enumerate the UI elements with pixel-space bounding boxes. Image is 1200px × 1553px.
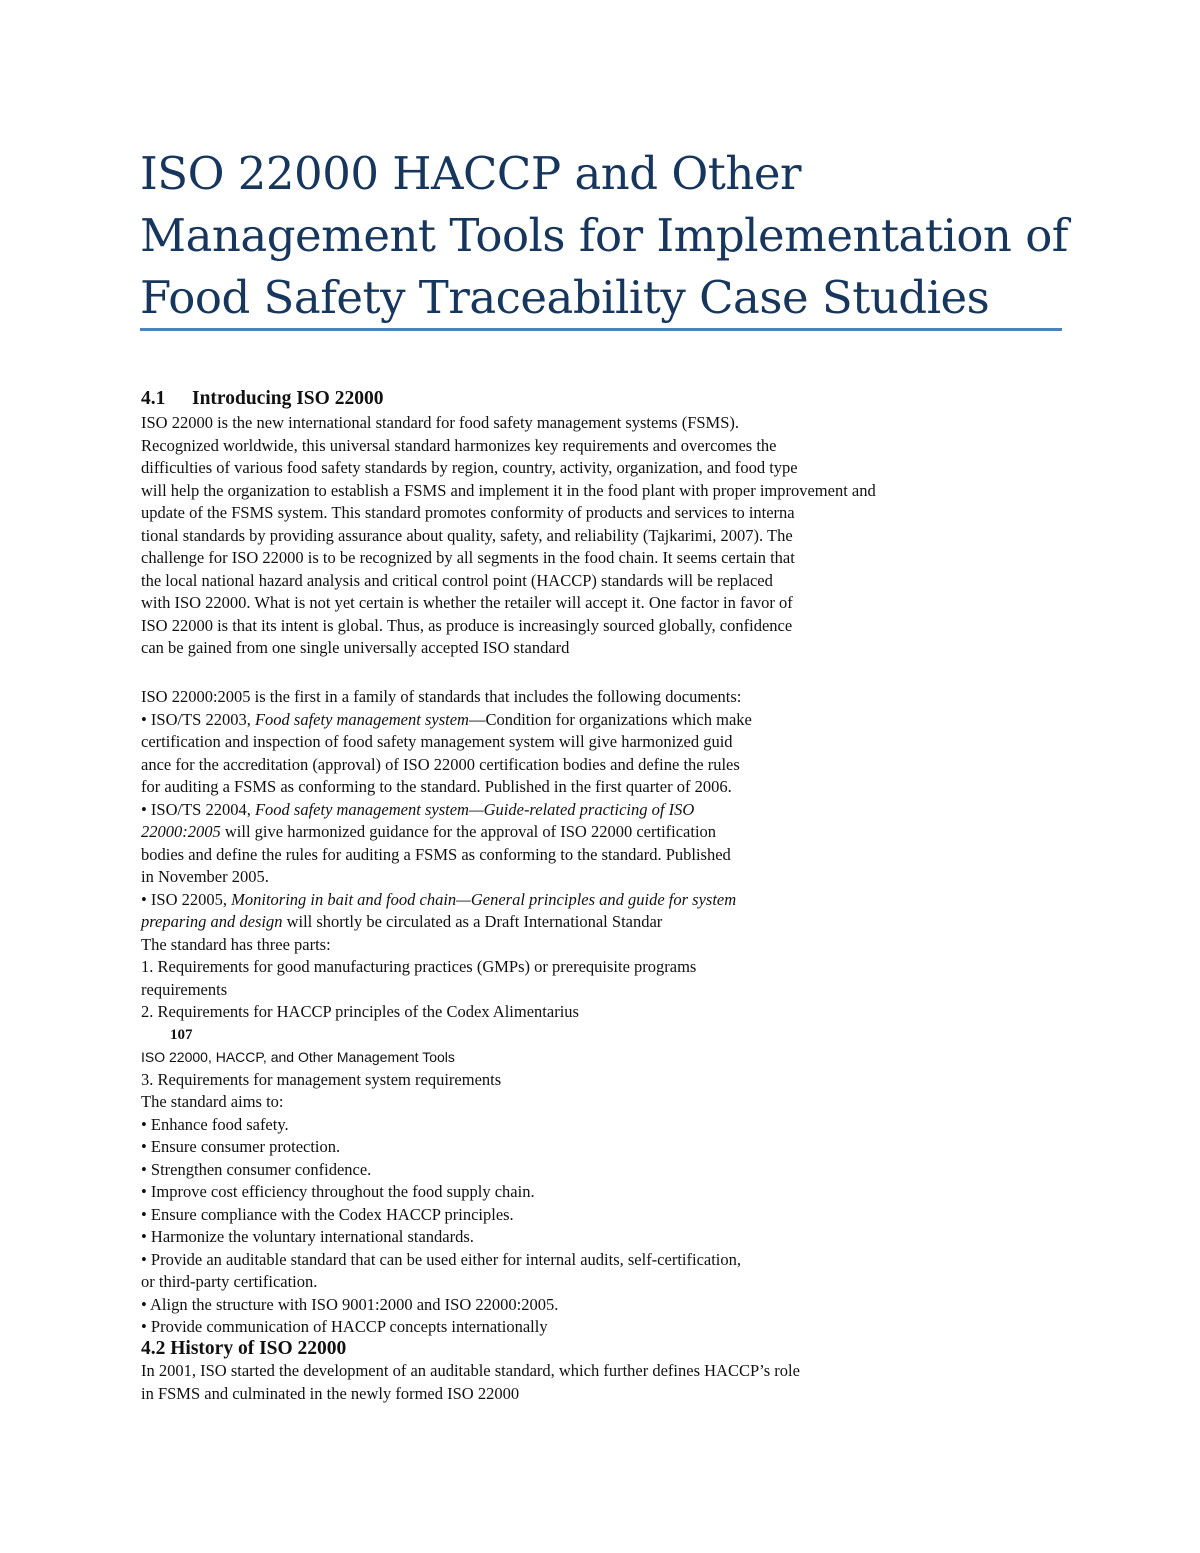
paragraph-line: ISO 22000 is that its intent is global. Thus, as produce is increasingly sourced globally, confidence bbox=[141, 615, 793, 635]
paragraph-line: ance for the accreditation (approval) of ISO 22000 certification bodies and define the rules bbox=[141, 754, 740, 774]
parts-intro-line: The standard has three parts: bbox=[141, 934, 331, 954]
part-3-line: 3. Requirements for management system requirements bbox=[141, 1069, 502, 1089]
page-number: 107 bbox=[170, 1026, 193, 1043]
italic-title: Monitoring in bait and food chain—General principles and guide for system bbox=[231, 889, 737, 909]
list-item-ts22003 bbox=[141, 709, 1101, 732]
paragraph-line: in FSMS and culminated in the newly formed ISO 22000 bbox=[141, 1383, 520, 1403]
item-text: —Condition for organizations which make bbox=[468, 709, 752, 729]
paragraph-line: certification and inspection of food safety management system will give harmonized guid bbox=[141, 732, 733, 751]
aim-list-item: or third-party certification. bbox=[141, 1272, 318, 1291]
paragraph-line: tional standards by providing assurance about quality, safety, and reliability (Tajkarimi, 2007). The bbox=[141, 525, 793, 545]
list-item-iso22005 bbox=[141, 889, 1101, 912]
italic-title: 22000:2005 bbox=[141, 822, 221, 841]
aim-list-item: • Provide communication of HACCP concepts internationally bbox=[141, 1317, 548, 1336]
section-4-2-heading: 4.2 History of ISO 22000 bbox=[141, 1338, 347, 1359]
running-footer: ISO 22000, HACCP, and Other Management Tools bbox=[141, 1049, 455, 1065]
bullet-prefix: • ISO 22005, bbox=[141, 889, 232, 909]
aim-list-item: • Harmonize the voluntary international standards. bbox=[141, 1227, 474, 1246]
section-4-1-intro-paragraph bbox=[141, 412, 1101, 660]
family-intro-line: ISO 22000:2005 is the first in a family of standards that includes the following documents: bbox=[141, 687, 742, 706]
aim-list-item: • Align the structure with ISO 9001:2000 and ISO 22000:2005. bbox=[141, 1294, 559, 1314]
paragraph-line: bodies and define the rules for auditing a FSMS as conforming to the standard. Published bbox=[141, 844, 731, 864]
paragraph-line: challenge for ISO 22000 is to be recognized by all segments in the food chain. It seems certain that bbox=[141, 548, 795, 567]
paragraph-line: update of the FSMS system. This standard promotes conformity of products and services to interna bbox=[141, 503, 795, 522]
aims-intro-line: The standard aims to: bbox=[141, 1092, 284, 1111]
aim-list-item: • Enhance food safety. bbox=[141, 1114, 289, 1134]
list-item-ts22004 bbox=[141, 799, 1101, 822]
italic-title: Food safety management system—Guide-related practicing of ISO bbox=[254, 799, 695, 819]
aim-list-item: • Strengthen consumer confidence. bbox=[141, 1159, 372, 1179]
part-1-line: requirements bbox=[141, 979, 228, 999]
paragraph-line: difficulties of various food safety standards by region, country, activity, organization, and food type bbox=[141, 458, 798, 477]
paragraph-line: in November 2005. bbox=[141, 867, 269, 886]
paragraph-line: Recognized worldwide, this universal standard harmonizes key requirements and overcomes the bbox=[141, 435, 777, 455]
standards-family-section bbox=[141, 686, 1101, 1339]
bullet-prefix: • ISO/TS 22004, bbox=[141, 799, 255, 819]
aim-list-item: • Improve cost efficiency throughout the food supply chain. bbox=[141, 1182, 535, 1201]
part-2-line: 2. Requirements for HACCP principles of the Codex Alimentarius bbox=[141, 1002, 579, 1021]
italic-title: Food safety management system bbox=[254, 709, 469, 729]
part-1-line: 1. Requirements for good manufacturing practices (GMPs) or prerequisite programs bbox=[141, 957, 697, 976]
bullet-prefix: • ISO/TS 22003, bbox=[141, 709, 255, 729]
item-text: will give harmonized guidance for the approval of ISO 22000 certification bbox=[220, 822, 717, 841]
paragraph-line: will help the organization to establish a FSMS and implement it in the food plant with proper improvement and bbox=[141, 480, 876, 500]
paragraph-line: In 2001, ISO started the development of an auditable standard, which further defines HACCP’s role bbox=[141, 1361, 800, 1380]
italic-title: preparing and design bbox=[141, 912, 283, 931]
aim-list-item: • Provide an auditable standard that can be used either for internal audits, self-certification, bbox=[141, 1249, 742, 1269]
section-4-1-title: Introducing ISO 22000 bbox=[192, 388, 384, 409]
paragraph-line: ISO 22000 is the new international standard for food safety management systems (FSMS). bbox=[141, 413, 740, 432]
document-title: ISO 22000 HACCP and Other Management Tools for Implementation of Food Safety Traceability Case Studies bbox=[140, 147, 1068, 324]
paragraph-line: for auditing a FSMS as conforming to the standard. Published in the first quarter of 2006. bbox=[141, 777, 732, 796]
title-underline-rule bbox=[140, 328, 1062, 331]
paragraph-line bbox=[141, 911, 1101, 934]
aim-list-item: • Ensure consumer protection. bbox=[141, 1137, 341, 1156]
paragraph-line: with ISO 22000. What is not yet certain is whether the retailer will accept it. One factor in favor of bbox=[141, 593, 793, 612]
section-4-2-paragraph bbox=[141, 1360, 1101, 1405]
paragraph-line: can be gained from one single universally accepted ISO standard bbox=[141, 638, 570, 657]
paragraph-line bbox=[141, 821, 1101, 844]
paragraph-line: the local national hazard analysis and critical control point (HACCP) standards will be replaced bbox=[141, 570, 773, 590]
aim-list-item: • Ensure compliance with the Codex HACCP principles. bbox=[141, 1204, 514, 1224]
section-4-1-heading bbox=[141, 388, 383, 410]
item-text: will shortly be circulated as a Draft International Standar bbox=[282, 912, 663, 931]
section-4-1-number: 4.1 bbox=[141, 388, 166, 409]
